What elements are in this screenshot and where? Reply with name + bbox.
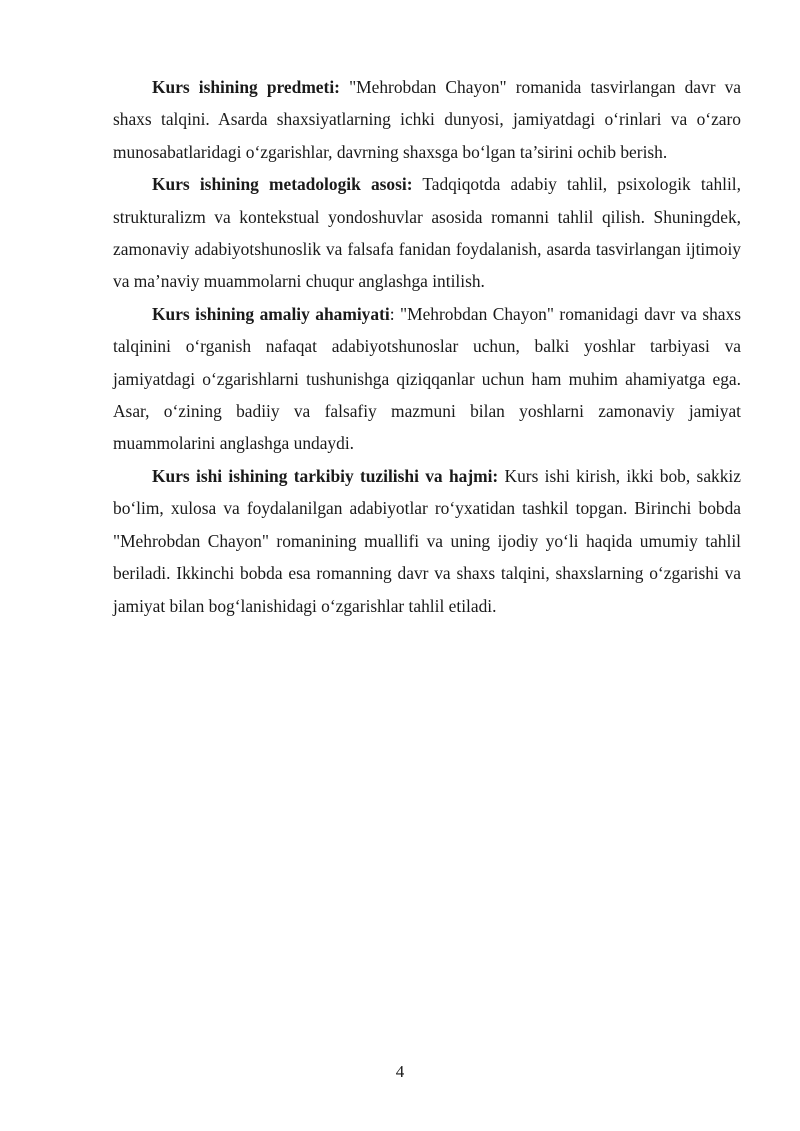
page-number: 4 <box>395 1062 405 1081</box>
paragraph-structure <box>113 460 741 622</box>
heading-separator: : <box>389 303 401 324</box>
paragraph-heading: Kurs ishi ishining tarkibiy tuzilishi va hajmi: <box>152 465 499 486</box>
paragraph-text: Tadqiqotda adabiy tahlil, psixologik tahlil, strukturalizm va kontekstual yondoshuvlar asosida romanni tahlil qilish. Shuningdek, zamonaviy adabiyotshunoslik va falsafa fanidan foydalanish, asarda tasvirlangan ijtimoiy va ma’naviy muammolarni chuqur anglashga intilish. <box>113 174 741 292</box>
paragraph-text: "Mehrobdan Chayon" romanida tasvirlangan davr va shaxs talqini. Asarda shaxsiyatlarning ichki dunyosi, jamiyatdagi o‘rinlari va o‘zaro munosabatlaridagi o‘zgarishlar, davrning shaxsga bo‘lgan ta’sirini ochib berish. <box>113 77 741 162</box>
paragraph-heading: Kurs ishining predmeti: <box>152 77 340 97</box>
paragraph-text: "Mehrobdan Chayon" romanidagi davr va shaxs talqinini o‘rganish nafaqat adabiyotshunoslar uchun, balki yoshlar tarbiyasi va jamiyatdagi o‘zgarishlarni tushunishga qiziqqanlar uchun ham muhim ahamiyatga ega. Asar, o‘zining badiiy va falsafiy mazmuni bilan yoshlarni zamonaviy jamiyat muammolarini anglashga undaydi. <box>113 303 741 454</box>
paragraph-methodology <box>113 168 741 298</box>
paragraph-subject <box>113 71 741 168</box>
paragraph-text: Kurs ishi kirish, ikki bob, sakkiz bo‘lim, xulosa va foydalanilgan adabiyotlar ro‘yxatidan tashkil topgan. Birinchi bobda "Mehrobdan Chayon" romanining muallifi va uning ijodiy yo‘li haqida umumiy tahlil beriladi. Ikkinchi bobda esa romanning davr va shaxs talqini, shaxslarning o‘zgarishi va jamiyat bilan bog‘lanishidagi o‘zgarishlar tahlil etiladi. <box>113 465 741 616</box>
paragraph-heading: Kurs ishining amaliy ahamiyati <box>152 303 390 324</box>
heading-separator <box>340 77 349 97</box>
paragraph-practical-significance <box>113 298 741 460</box>
document-body <box>113 71 741 622</box>
heading-separator <box>413 174 423 194</box>
paragraph-heading: Kurs ishining metadologik asosi: <box>152 174 413 195</box>
